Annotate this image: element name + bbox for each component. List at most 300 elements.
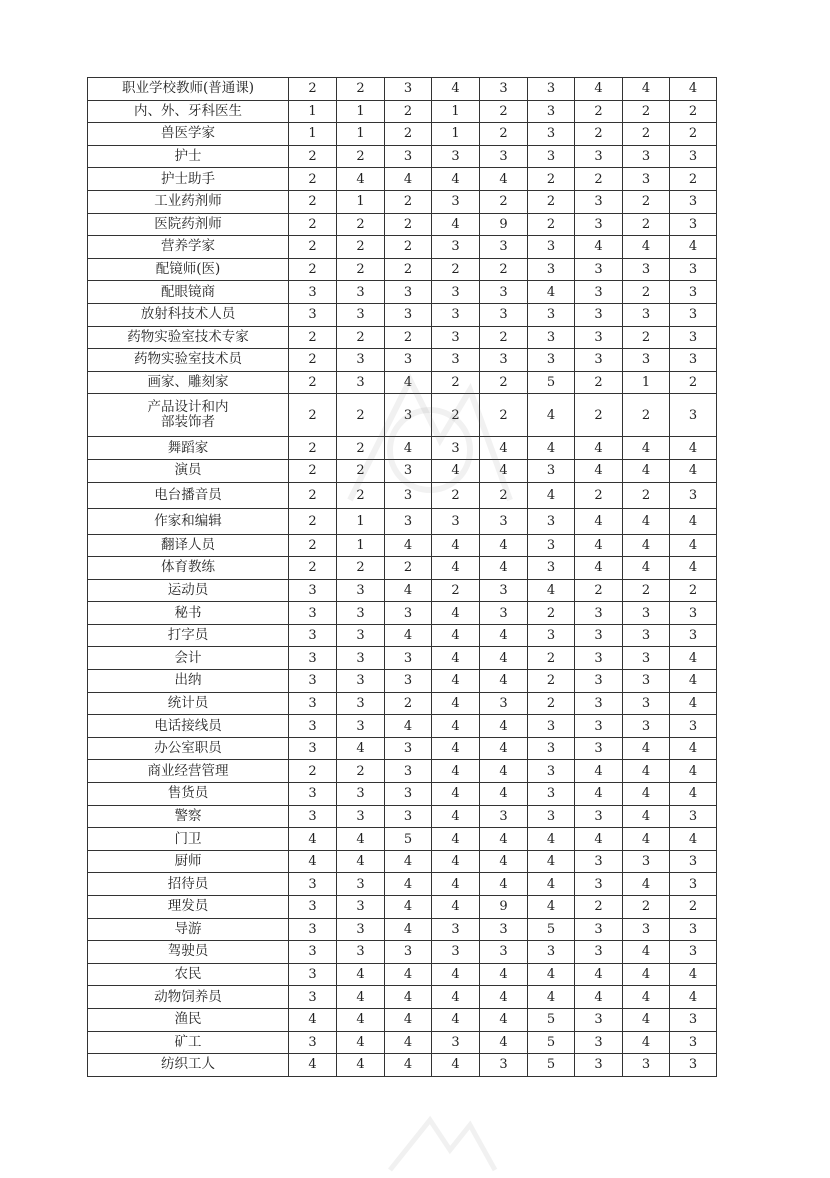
score-cell: 4 [670, 760, 717, 783]
score-cell: 4 [623, 783, 670, 806]
score-cell: 3 [623, 647, 670, 670]
score-cell: 2 [528, 647, 575, 670]
score-cell: 2 [385, 692, 432, 715]
score-cell: 2 [385, 557, 432, 580]
score-cell: 3 [289, 670, 337, 693]
table-row [88, 213, 717, 236]
occupation-name-cell: 护士助手 [88, 168, 289, 191]
score-cell: 4 [432, 602, 480, 625]
score-cell: 4 [337, 737, 385, 760]
occupation-name-cell: 营养学家 [88, 236, 289, 259]
score-cell: 3 [385, 78, 432, 101]
score-cell: 3 [670, 1031, 717, 1054]
table-row [88, 303, 717, 326]
score-cell: 3 [337, 281, 385, 304]
score-cell: 3 [480, 303, 528, 326]
watermark-corner-icon [380, 1110, 500, 1174]
occupation-name-cell: 画家、雕刻家 [88, 371, 289, 394]
score-cell: 4 [623, 737, 670, 760]
score-cell: 3 [670, 349, 717, 372]
score-cell: 2 [432, 258, 480, 281]
score-cell: 3 [289, 873, 337, 896]
score-cell: 2 [337, 258, 385, 281]
score-cell: 4 [480, 715, 528, 738]
score-cell: 4 [623, 508, 670, 534]
score-cell: 3 [670, 303, 717, 326]
score-cell: 3 [623, 168, 670, 191]
occupation-name-cell: 电台播音员 [88, 482, 289, 508]
score-cell: 4 [480, 873, 528, 896]
score-cell: 2 [670, 896, 717, 919]
score-cell: 3 [670, 918, 717, 941]
score-cell: 2 [337, 437, 385, 460]
score-cell: 3 [670, 715, 717, 738]
score-cell: 4 [670, 670, 717, 693]
score-cell: 3 [480, 805, 528, 828]
occupation-name-cell: 药物实验室技术专家 [88, 326, 289, 349]
score-cell: 2 [623, 326, 670, 349]
score-cell: 2 [575, 371, 623, 394]
score-cell: 4 [528, 437, 575, 460]
score-cell: 2 [385, 190, 432, 213]
score-cell: 3 [480, 579, 528, 602]
score-cell: 3 [337, 896, 385, 919]
score-cell: 3 [385, 145, 432, 168]
score-cell: 3 [623, 258, 670, 281]
score-cell: 3 [337, 602, 385, 625]
score-cell: 2 [623, 100, 670, 123]
score-cell: 4 [337, 1054, 385, 1077]
occupation-name-cell: 出纳 [88, 670, 289, 693]
occupation-name-cell: 运动员 [88, 579, 289, 602]
score-cell: 3 [670, 941, 717, 964]
score-cell: 4 [385, 896, 432, 919]
score-cell: 3 [480, 145, 528, 168]
occupation-name-cell: 动物饲养员 [88, 986, 289, 1009]
score-cell: 4 [528, 828, 575, 851]
score-cell: 4 [670, 963, 717, 986]
score-cell: 3 [575, 737, 623, 760]
score-cell: 2 [575, 579, 623, 602]
occupation-name-cell: 警察 [88, 805, 289, 828]
score-cell: 3 [432, 941, 480, 964]
score-cell: 3 [337, 303, 385, 326]
score-cell: 2 [432, 482, 480, 508]
score-cell: 4 [623, 873, 670, 896]
occupation-name-cell: 售货员 [88, 783, 289, 806]
table-row [88, 918, 717, 941]
score-cell: 2 [289, 145, 337, 168]
score-cell: 3 [289, 737, 337, 760]
score-cell: 3 [528, 145, 575, 168]
score-cell: 3 [337, 805, 385, 828]
score-cell: 3 [670, 281, 717, 304]
score-cell: 4 [575, 783, 623, 806]
occupation-name-cell: 理发员 [88, 896, 289, 919]
score-cell: 3 [385, 941, 432, 964]
score-cell: 2 [623, 281, 670, 304]
score-cell: 3 [432, 190, 480, 213]
score-cell: 4 [528, 579, 575, 602]
occupation-name-cell: 配眼镜商 [88, 281, 289, 304]
score-cell: 2 [670, 168, 717, 191]
score-cell: 2 [289, 482, 337, 508]
table-row [88, 986, 717, 1009]
score-cell: 3 [575, 805, 623, 828]
score-cell: 4 [623, 986, 670, 1009]
score-cell: 2 [337, 557, 385, 580]
score-cell: 3 [432, 281, 480, 304]
score-cell: 4 [670, 828, 717, 851]
score-cell: 2 [528, 213, 575, 236]
table-row [88, 873, 717, 896]
table-row [88, 236, 717, 259]
score-cell: 4 [432, 534, 480, 557]
score-cell: 3 [337, 624, 385, 647]
score-cell: 4 [432, 760, 480, 783]
score-cell: 4 [337, 828, 385, 851]
table-row [88, 670, 717, 693]
score-cell: 4 [528, 394, 575, 437]
score-cell: 3 [670, 805, 717, 828]
score-cell: 4 [623, 963, 670, 986]
score-cell: 4 [432, 459, 480, 482]
score-cell: 5 [528, 371, 575, 394]
score-cell: 3 [670, 1008, 717, 1031]
score-cell: 2 [432, 394, 480, 437]
score-cell: 3 [385, 459, 432, 482]
table-row [88, 459, 717, 482]
table-row [88, 805, 717, 828]
occupation-name-cell: 兽医学家 [88, 123, 289, 146]
score-cell: 3 [385, 760, 432, 783]
score-cell: 4 [289, 828, 337, 851]
score-cell: 3 [528, 805, 575, 828]
score-cell: 2 [623, 482, 670, 508]
score-cell: 4 [480, 828, 528, 851]
score-cell: 4 [432, 168, 480, 191]
score-cell: 2 [337, 459, 385, 482]
table-row [88, 371, 717, 394]
score-cell: 4 [337, 1031, 385, 1054]
score-cell: 4 [432, 828, 480, 851]
score-cell: 3 [528, 760, 575, 783]
occupation-name-cell: 驾驶员 [88, 941, 289, 964]
occupation-name-cell: 商业经营管理 [88, 760, 289, 783]
occupation-name-cell: 护士 [88, 145, 289, 168]
score-cell: 4 [480, 760, 528, 783]
score-cell: 4 [480, 986, 528, 1009]
score-cell: 4 [385, 873, 432, 896]
score-cell: 4 [528, 986, 575, 1009]
score-cell: 4 [432, 986, 480, 1009]
score-cell: 3 [670, 850, 717, 873]
table-row [88, 1008, 717, 1031]
score-cell: 2 [480, 123, 528, 146]
score-cell: 4 [623, 78, 670, 101]
score-cell: 9 [480, 896, 528, 919]
score-cell: 3 [385, 737, 432, 760]
score-cell: 2 [480, 190, 528, 213]
score-cell: 3 [337, 692, 385, 715]
score-cell: 2 [289, 534, 337, 557]
score-cell: 3 [575, 190, 623, 213]
score-cell: 2 [337, 213, 385, 236]
score-cell: 4 [480, 1031, 528, 1054]
score-cell: 3 [289, 281, 337, 304]
score-cell: 2 [337, 394, 385, 437]
table-body [88, 78, 717, 1077]
score-cell: 4 [480, 963, 528, 986]
score-cell: 4 [337, 963, 385, 986]
score-cell: 3 [575, 1008, 623, 1031]
score-cell: 2 [670, 100, 717, 123]
occupation-name-cell: 门卫 [88, 828, 289, 851]
score-cell: 3 [385, 508, 432, 534]
score-cell: 3 [575, 850, 623, 873]
score-cell: 1 [337, 508, 385, 534]
score-cell: 4 [480, 850, 528, 873]
score-cell: 4 [432, 78, 480, 101]
score-cell: 4 [432, 783, 480, 806]
score-cell: 4 [670, 783, 717, 806]
score-cell: 3 [432, 236, 480, 259]
table-row [88, 123, 717, 146]
score-cell: 3 [670, 213, 717, 236]
score-cell: 2 [575, 100, 623, 123]
score-cell: 3 [528, 78, 575, 101]
score-cell: 2 [385, 236, 432, 259]
score-cell: 4 [480, 783, 528, 806]
score-cell: 2 [385, 326, 432, 349]
score-cell: 1 [337, 190, 385, 213]
score-cell: 3 [385, 394, 432, 437]
score-cell: 3 [623, 1054, 670, 1077]
score-cell: 4 [575, 459, 623, 482]
score-cell: 3 [337, 670, 385, 693]
occupation-name-cell: 纺织工人 [88, 1054, 289, 1077]
score-cell: 1 [337, 534, 385, 557]
score-cell: 2 [289, 349, 337, 372]
score-cell: 4 [385, 1008, 432, 1031]
score-cell: 3 [432, 918, 480, 941]
score-cell: 3 [528, 624, 575, 647]
score-cell: 3 [575, 941, 623, 964]
score-cell: 4 [575, 986, 623, 1009]
score-cell: 4 [528, 963, 575, 986]
score-cell: 3 [623, 602, 670, 625]
table-row [88, 647, 717, 670]
score-cell: 3 [432, 326, 480, 349]
score-cell: 3 [480, 692, 528, 715]
score-cell: 3 [289, 1031, 337, 1054]
score-cell: 4 [337, 1008, 385, 1031]
score-cell: 2 [480, 258, 528, 281]
score-cell: 3 [575, 602, 623, 625]
score-cell: 5 [385, 828, 432, 851]
score-cell: 4 [432, 1008, 480, 1031]
score-cell: 3 [623, 692, 670, 715]
score-cell: 3 [289, 692, 337, 715]
score-cell: 2 [385, 258, 432, 281]
score-cell: 4 [623, 828, 670, 851]
score-cell: 3 [385, 349, 432, 372]
score-cell: 2 [289, 394, 337, 437]
score-cell: 3 [575, 145, 623, 168]
score-cell: 4 [480, 557, 528, 580]
score-cell: 4 [575, 236, 623, 259]
score-cell: 3 [528, 100, 575, 123]
score-cell: 2 [623, 190, 670, 213]
score-cell: 2 [337, 145, 385, 168]
score-cell: 4 [480, 459, 528, 482]
score-cell: 4 [432, 737, 480, 760]
score-cell: 4 [385, 437, 432, 460]
score-cell: 4 [670, 692, 717, 715]
score-cell: 3 [575, 258, 623, 281]
score-cell: 4 [575, 437, 623, 460]
score-cell: 3 [528, 258, 575, 281]
score-cell: 2 [575, 394, 623, 437]
score-cell: 2 [289, 326, 337, 349]
score-cell: 5 [528, 1054, 575, 1077]
score-cell: 4 [432, 1054, 480, 1077]
occupation-name-cell: 矿工 [88, 1031, 289, 1054]
score-cell: 3 [337, 647, 385, 670]
table-row [88, 258, 717, 281]
table-row [88, 145, 717, 168]
occupation-name-cell: 配镜师(医) [88, 258, 289, 281]
score-cell: 4 [432, 963, 480, 986]
score-cell: 4 [670, 737, 717, 760]
score-cell: 4 [432, 692, 480, 715]
score-cell: 3 [337, 941, 385, 964]
score-cell: 3 [623, 670, 670, 693]
score-cell: 4 [385, 534, 432, 557]
score-cell: 3 [480, 508, 528, 534]
occupation-name-cell: 渔民 [88, 1008, 289, 1031]
score-cell: 4 [432, 850, 480, 873]
occupation-name-cell: 产品设计和内 部装饰者 [88, 394, 289, 437]
table-row [88, 349, 717, 372]
score-cell: 3 [575, 1054, 623, 1077]
score-cell: 3 [670, 394, 717, 437]
score-cell: 2 [385, 123, 432, 146]
score-cell: 4 [623, 437, 670, 460]
score-cell: 1 [337, 123, 385, 146]
score-cell: 4 [670, 508, 717, 534]
occupation-name-cell: 体育教练 [88, 557, 289, 580]
score-cell: 2 [623, 896, 670, 919]
score-cell: 3 [337, 715, 385, 738]
score-cell: 3 [337, 873, 385, 896]
score-cell: 4 [385, 963, 432, 986]
score-cell: 2 [480, 482, 528, 508]
score-cell: 4 [480, 737, 528, 760]
occupation-name-cell: 打字员 [88, 624, 289, 647]
score-cell: 3 [289, 303, 337, 326]
table-row [88, 850, 717, 873]
score-cell: 3 [670, 873, 717, 896]
score-cell: 1 [289, 123, 337, 146]
score-cell: 2 [528, 168, 575, 191]
score-cell: 2 [289, 508, 337, 534]
score-cell: 4 [385, 579, 432, 602]
score-cell: 3 [575, 647, 623, 670]
table-row [88, 760, 717, 783]
score-cell: 3 [337, 783, 385, 806]
score-cell: 3 [289, 986, 337, 1009]
score-cell: 3 [385, 602, 432, 625]
score-cell: 4 [623, 236, 670, 259]
table-row [88, 1031, 717, 1054]
score-cell: 4 [670, 534, 717, 557]
score-cell: 3 [528, 123, 575, 146]
score-cell: 3 [575, 918, 623, 941]
score-cell: 4 [432, 715, 480, 738]
score-cell: 3 [575, 670, 623, 693]
score-cell: 3 [528, 303, 575, 326]
score-cell: 4 [528, 873, 575, 896]
score-cell: 5 [528, 918, 575, 941]
score-cell: 3 [289, 647, 337, 670]
score-cell: 2 [480, 326, 528, 349]
table-row [88, 190, 717, 213]
score-cell: 2 [480, 371, 528, 394]
score-cell: 3 [432, 145, 480, 168]
score-cell: 4 [385, 850, 432, 873]
score-cell: 4 [528, 896, 575, 919]
score-cell: 4 [623, 760, 670, 783]
occupation-name-cell: 办公室职员 [88, 737, 289, 760]
score-cell: 3 [480, 349, 528, 372]
score-cell: 4 [337, 168, 385, 191]
table-row [88, 281, 717, 304]
occupation-name-cell: 药物实验室技术员 [88, 349, 289, 372]
score-cell: 2 [385, 100, 432, 123]
score-cell: 3 [432, 303, 480, 326]
score-cell: 2 [289, 258, 337, 281]
score-cell: 4 [385, 624, 432, 647]
score-cell: 3 [575, 715, 623, 738]
score-cell: 3 [337, 349, 385, 372]
score-cell: 3 [289, 896, 337, 919]
score-cell: 3 [337, 579, 385, 602]
score-cell: 4 [289, 1008, 337, 1031]
score-cell: 4 [480, 624, 528, 647]
score-cell: 2 [337, 482, 385, 508]
score-cell: 2 [289, 190, 337, 213]
score-cell: 2 [670, 123, 717, 146]
score-cell: 4 [480, 647, 528, 670]
table-row [88, 1054, 717, 1077]
score-cell: 4 [385, 1054, 432, 1077]
score-cell: 2 [575, 168, 623, 191]
score-cell: 2 [289, 557, 337, 580]
score-cell: 4 [575, 508, 623, 534]
score-cell: 4 [528, 482, 575, 508]
score-cell: 3 [670, 326, 717, 349]
occupation-name-cell: 职业学校教师(普通课) [88, 78, 289, 101]
score-cell: 3 [670, 602, 717, 625]
score-cell: 2 [670, 579, 717, 602]
score-cell: 3 [289, 918, 337, 941]
score-cell: 3 [480, 281, 528, 304]
score-cell: 4 [480, 168, 528, 191]
score-cell: 3 [289, 715, 337, 738]
score-cell: 3 [432, 437, 480, 460]
score-cell: 3 [480, 918, 528, 941]
